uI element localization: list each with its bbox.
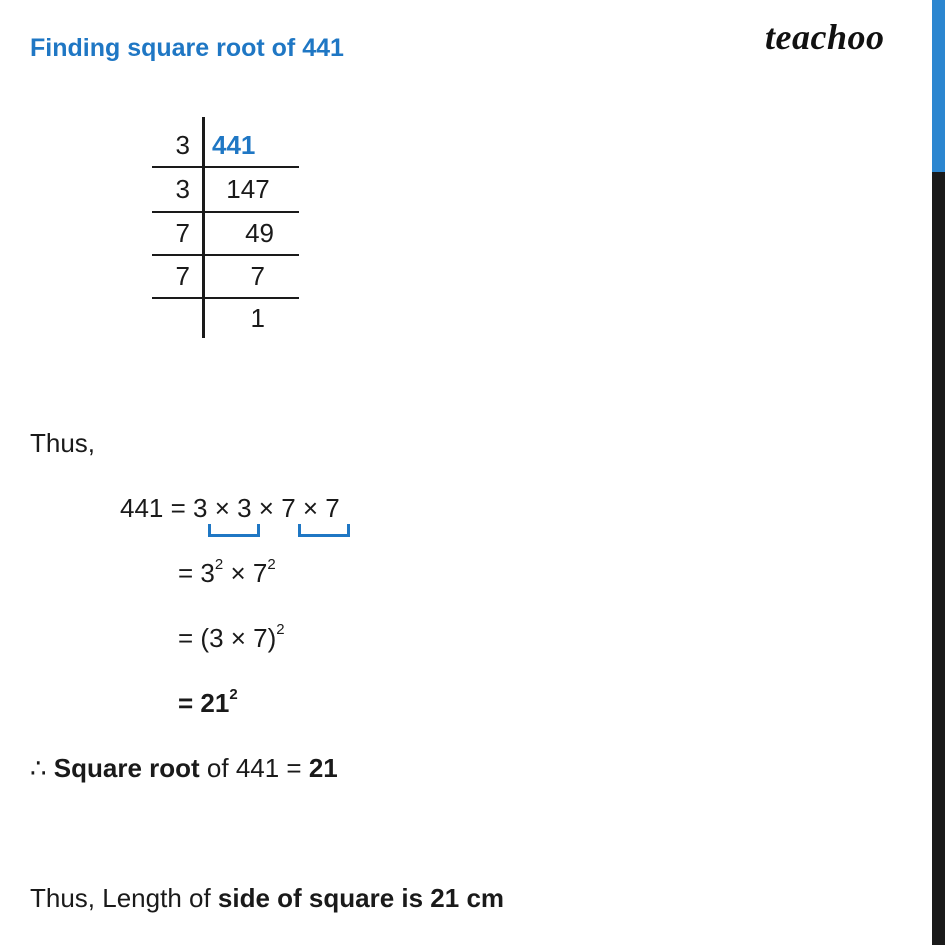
- dividend-cell: 49: [245, 218, 274, 248]
- scrollbar-thumb[interactable]: [932, 0, 945, 172]
- exponent: 2: [229, 686, 238, 703]
- division-separator: [152, 211, 299, 213]
- conclusion-bold: Square root: [53, 753, 200, 783]
- divisor-cell: 3: [175, 174, 190, 204]
- exponent: 2: [276, 621, 285, 638]
- page-title: Finding square root of 441: [30, 34, 344, 62]
- conclusion-text: of 441 =: [199, 753, 309, 783]
- power-text: = 21: [178, 688, 230, 718]
- division-separator: [152, 166, 299, 168]
- division-separator: [152, 297, 299, 299]
- result-power-line: [178, 688, 238, 719]
- conclusion-line: [30, 753, 338, 784]
- dividend-cell: 1: [250, 303, 265, 333]
- division-vertical-line: [202, 117, 205, 338]
- power-text: = (3 × 7): [178, 623, 277, 653]
- final-bold: side of square is 21 cm: [217, 883, 505, 913]
- final-text: Thus, Length of: [30, 883, 218, 913]
- power-text: = 3: [178, 558, 215, 588]
- final-answer-line: [30, 883, 504, 914]
- product-power-line: [178, 623, 285, 654]
- pair-bracket: [208, 524, 260, 537]
- thus-label: Thus,: [30, 428, 96, 458]
- teachoo-logo: teachoo: [765, 17, 885, 57]
- therefore-symbol: ∴: [30, 753, 54, 783]
- dividend-cell: 441: [212, 130, 256, 160]
- division-separator: [152, 254, 299, 256]
- exponent: 2: [214, 556, 224, 573]
- divisor-cell: 7: [175, 218, 190, 248]
- divisor-cell: 7: [175, 261, 190, 291]
- dividend-cell: 7: [250, 261, 265, 291]
- divisor-cell: 3: [175, 130, 190, 160]
- pair-bracket: [298, 524, 350, 537]
- exponent: 2: [267, 556, 276, 573]
- power-text: × 7: [223, 558, 268, 588]
- power-line: [178, 558, 276, 589]
- dividend-cell: 147: [226, 174, 270, 204]
- conclusion-bold: 21: [308, 753, 338, 783]
- factorization-line: 441 = 3 × 3 × 7 × 7: [120, 493, 340, 523]
